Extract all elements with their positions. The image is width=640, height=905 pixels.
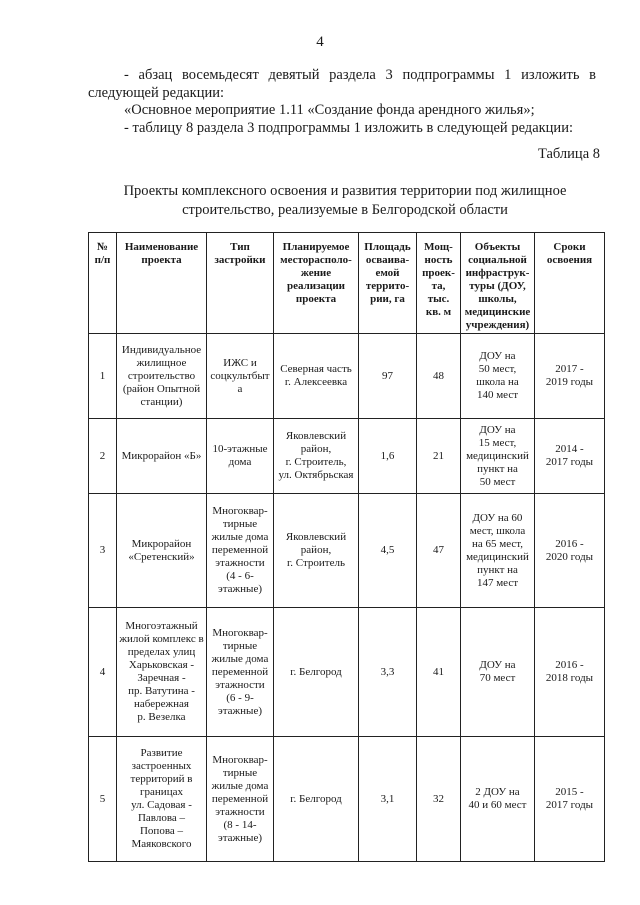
header-number: № п/п xyxy=(89,233,117,334)
table-cell-capacity: 41 xyxy=(417,608,461,737)
table-cell-capacity: 47 xyxy=(417,494,461,608)
table-cell-timeline: 2014 - 2017 годы xyxy=(535,419,605,494)
table-cell-social-objects: ДОУ на 15 мест, медицинский пункт на 50 мест xyxy=(461,419,535,494)
table-cell-social-objects: 2 ДОУ на 40 и 60 мест xyxy=(461,737,535,862)
table-cell-capacity: 21 xyxy=(417,419,461,494)
projects-table xyxy=(88,232,605,862)
paragraph-1-line-2: следующей редакции: xyxy=(88,85,225,101)
table-cell-social-objects: ДОУ на 50 мест, школа на 140 мест xyxy=(461,334,535,419)
table-cell-building-type: Многоквар- тирные жилые дома переменной этажности (8 - 14- этажные) xyxy=(207,737,274,862)
header-location: Планируемое месторасполо- жение реализации проекта xyxy=(274,233,359,334)
table-cell-project-name: Развитие застроенных территорий в границах ул. Садовая - Павлова – Попова – Маяковского xyxy=(117,737,207,862)
table-cell-number: 4 xyxy=(89,608,117,737)
table-cell-location: Яковлевский район, г. Строитель xyxy=(274,494,359,608)
table-cell-social-objects: ДОУ на 60 мест, школа на 65 мест, медицинский пункт на 147 мест xyxy=(461,494,535,608)
table-cell-area: 3,1 xyxy=(359,737,417,862)
table-cell-number: 5 xyxy=(89,737,117,862)
table-header-row xyxy=(89,233,605,334)
table-cell-capacity: 32 xyxy=(417,737,461,862)
table-cell-building-type: Многоквар- тирные жилые дома переменной этажности (4 - 6- этажные) xyxy=(207,494,274,608)
header-building-type: Тип застройки xyxy=(207,233,274,334)
table-title xyxy=(80,182,610,220)
paragraph-3: - таблицу 8 раздела 3 подпрограммы 1 изложить в следующей редакции: xyxy=(124,120,573,136)
paragraph-1-line-1: - абзац восемьдесят девятый раздела 3 подпрограммы 1 изложить в xyxy=(124,67,596,83)
header-area: Площадь осваива- емой террито- рии, га xyxy=(359,233,417,334)
paragraph-2: «Основное мероприятие 1.11 «Создание фонда арендного жилья»; xyxy=(124,102,535,118)
table-body xyxy=(89,334,605,862)
table-cell-project-name: Многоэтажный жилой комплекс в пределах улиц Харьковская - Заречная - пр. Ватутина - набережная р. Везелка xyxy=(117,608,207,737)
table-cell-location: г. Белгород xyxy=(274,737,359,862)
table-title-line-1: Проекты комплексного освоения и развития территории под жилищное xyxy=(123,183,567,199)
header-project-name: Наименование проекта xyxy=(117,233,207,334)
table-cell-timeline: 2016 - 2020 годы xyxy=(535,494,605,608)
header-social-objects: Объекты социальной инфраструк- туры (ДОУ, школы, медицинские учреждения) xyxy=(461,233,535,334)
table-cell-timeline: 2017 - 2019 годы xyxy=(535,334,605,419)
table-row xyxy=(89,737,605,862)
table-cell-number: 3 xyxy=(89,494,117,608)
table-cell-project-name: Микрорайон «Б» xyxy=(117,419,207,494)
table-row xyxy=(89,494,605,608)
table-cell-building-type: Многоквар- тирные жилые дома переменной этажности (6 - 9- этажные) xyxy=(207,608,274,737)
header-timeline: Сроки освоения xyxy=(535,233,605,334)
table-row xyxy=(89,419,605,494)
table-row xyxy=(89,334,605,419)
table-cell-location: Яковлевский район, г. Строитель, ул. Октябрьская xyxy=(274,419,359,494)
table-cell-area: 1,6 xyxy=(359,419,417,494)
table-cell-area: 4,5 xyxy=(359,494,417,608)
table-row xyxy=(89,608,605,737)
table-cell-location: Северная часть г. Алексеевка xyxy=(274,334,359,419)
table-cell-number: 1 xyxy=(89,334,117,419)
table-cell-building-type: 10-этажные дома xyxy=(207,419,274,494)
table-cell-social-objects: ДОУ на 70 мест xyxy=(461,608,535,737)
table-cell-area: 97 xyxy=(359,334,417,419)
table-cell-timeline: 2016 - 2018 годы xyxy=(535,608,605,737)
table-cell-building-type: ИЖС и соцкультбыта xyxy=(207,334,274,419)
table-title-line-2: строительство, реализуемые в Белгородской области xyxy=(182,202,508,218)
table-cell-capacity: 48 xyxy=(417,334,461,419)
table-cell-area: 3,3 xyxy=(359,608,417,737)
table-cell-project-name: Индивидуальное жилищное строительство (район Опытной станции) xyxy=(117,334,207,419)
header-capacity: Мощ- ность проек- та, тыс. кв. м xyxy=(417,233,461,334)
table-cell-project-name: Микрорайон «Сретенский» xyxy=(117,494,207,608)
table-cell-timeline: 2015 - 2017 годы xyxy=(535,737,605,862)
table-label: Таблица 8 xyxy=(537,146,600,162)
table-cell-number: 2 xyxy=(89,419,117,494)
page-number: 4 xyxy=(316,34,324,50)
table-cell-location: г. Белгород xyxy=(274,608,359,737)
